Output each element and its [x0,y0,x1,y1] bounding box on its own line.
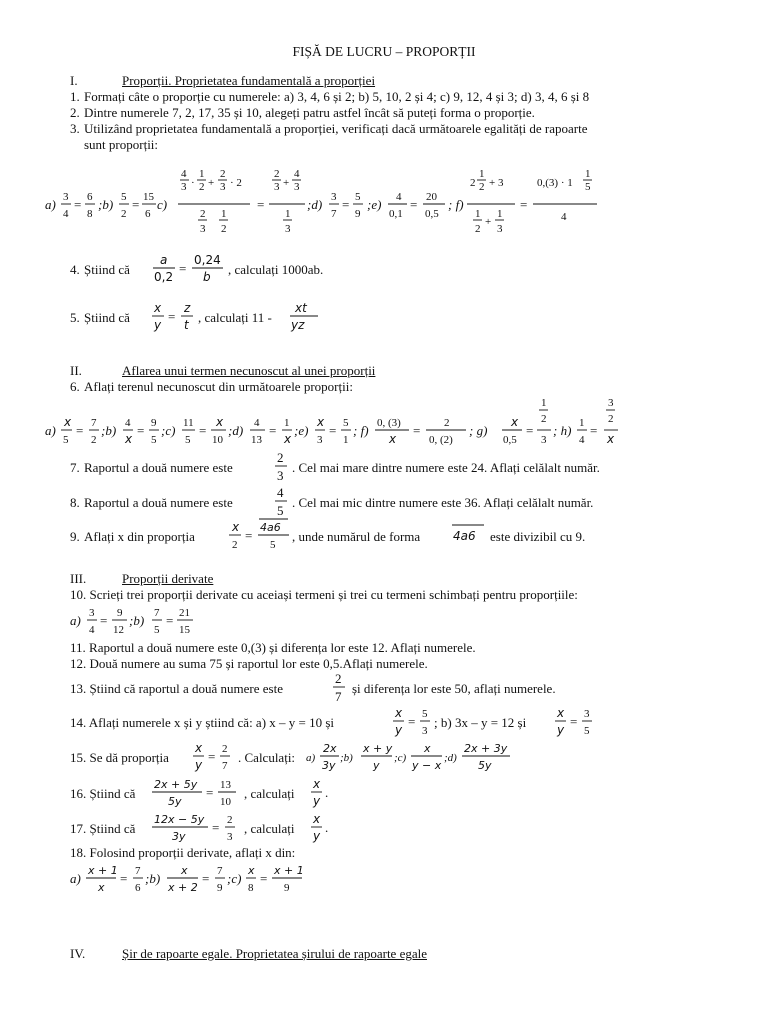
svg-text:2: 2 [232,539,238,551]
svg-text:5: 5 [343,417,349,429]
svg-text:10: 10 [212,434,223,446]
svg-text:3: 3 [63,191,69,203]
svg-text:x: x [98,881,105,894]
svg-text:x: x [216,415,224,429]
svg-text:3: 3 [89,607,95,619]
exercise-4-text: , calculați 1000ab. [228,262,324,277]
svg-text:+ 3: + 3 [489,177,504,189]
svg-text:=: = [245,528,253,543]
section-heading-3 [70,571,213,586]
svg-text:2x: 2x [323,742,337,755]
exercise-14a-formula [390,701,434,741]
svg-text:2: 2 [608,413,614,425]
svg-text:2: 2 [541,413,547,425]
svg-text:11: 11 [183,417,194,429]
svg-text:x: x [313,777,321,791]
svg-text:a): a) [45,423,56,438]
exercise-17: 17. Știind că [70,821,136,836]
svg-text:x: x [607,432,615,446]
section-title: Proporții derivate [122,571,214,586]
svg-text:15: 15 [179,624,190,636]
section-number: IV. [70,946,86,961]
exercise-15: 15. Se dă proporția [70,750,169,765]
svg-text:x: x [389,432,397,446]
svg-text:yz: yz [291,318,305,332]
svg-text:b: b [203,270,211,284]
exercise-12: 12. Două numere au suma 75 și raportul lor este 0,5.Aflați numerele. [70,656,428,671]
svg-text:4: 4 [63,208,69,220]
section-title: Șir de rapoarte egale. Proprietatea șirului de rapoarte egale [122,946,427,961]
svg-text:1: 1 [284,417,290,429]
svg-text:y: y [373,759,380,772]
svg-text:x: x [195,741,203,755]
svg-text:6: 6 [87,191,93,203]
svg-text:· 2: · 2 [230,177,242,189]
exercise-15-proportion [190,736,238,776]
svg-text:x: x [313,812,321,826]
exercise-17-formula [150,807,244,847]
exercise-9-formula [226,515,294,555]
exercise-7: 7. Raportul a două numere este [70,460,233,475]
svg-text:21: 21 [179,607,190,619]
svg-text:3: 3 [200,223,206,235]
svg-text:7: 7 [91,417,97,429]
svg-text:8: 8 [87,208,93,220]
svg-text:4a6: 4a6 [260,521,281,534]
svg-text:2: 2 [475,223,481,235]
svg-text:4: 4 [294,168,300,180]
svg-text:x: x [248,864,255,877]
exercise-13: 13. Știind că raportul a două numere este [70,681,283,696]
svg-text:3: 3 [277,468,284,483]
svg-text:4: 4 [561,211,567,223]
svg-text:;d): ;d) [228,423,244,438]
svg-text:; g): ; g) [469,423,488,438]
svg-text:y: y [557,723,565,737]
svg-text:=: = [269,423,277,438]
exercise-17-text: , calculați [244,821,295,836]
svg-text:3: 3 [274,181,280,193]
svg-text:; f): ; f) [448,197,464,212]
svg-text:5y: 5y [168,795,182,808]
exercise-7-text: . Cel mai mare dintre numere este 24. Aflați celălalt număr. [292,460,600,475]
svg-text:x + 2: x + 2 [168,881,198,894]
exercise-3-continued: sunt proporții: [84,137,159,152]
svg-text:x + 1: x + 1 [88,864,118,877]
svg-text:6: 6 [145,208,151,220]
svg-text:.: . [325,820,329,835]
exercise-8: 8. Raportul a două numere este [70,495,233,510]
exercise-16-formula [150,772,244,812]
svg-text:x: x [181,864,188,877]
svg-text:x + 1: x + 1 [274,864,304,877]
svg-text:1: 1 [579,417,585,429]
section-title: Aflarea unui termen necunoscut al unei proporții [122,363,376,378]
svg-text:=: = [526,423,534,438]
svg-text:=: = [260,871,268,886]
svg-text:c): c) [157,197,168,212]
exercise-14-text: ; b) 3x – y = 12 și [434,715,527,730]
svg-text:x + y: x + y [363,742,393,755]
exercise-8-text: . Cel mai mic dintre numere este 36. Aflați celălalt număr. [292,495,594,510]
exercise-14b-formula [552,701,600,741]
section-heading-2 [70,363,375,378]
svg-text:3: 3 [181,181,187,193]
svg-text:7: 7 [217,865,223,877]
svg-text:2: 2 [91,434,97,446]
svg-text:9: 9 [355,208,361,220]
svg-text:3: 3 [294,181,300,193]
section-heading-1 [70,73,375,88]
exercise-16: 16. Știind că [70,786,136,801]
exercise-18-formulas [70,858,320,898]
svg-text:3y: 3y [172,830,186,843]
svg-text:y: y [395,723,403,737]
page-title: FIȘĂ DE LUCRU – PROPORȚII [292,44,476,59]
svg-text:2x + 5y: 2x + 5y [154,778,198,791]
svg-text:1: 1 [585,168,591,180]
svg-text:x: x [511,415,519,429]
svg-text:4: 4 [277,485,284,500]
svg-text:12: 12 [113,624,124,636]
svg-text:=: = [74,197,82,212]
svg-text:20: 20 [426,191,437,203]
svg-text:=: = [570,714,578,729]
svg-text:=: = [408,714,416,729]
svg-text:x: x [424,742,431,755]
svg-text:=: = [590,423,598,438]
svg-text:x: x [395,706,403,720]
exercise-16-target [308,772,338,812]
svg-text:+: + [208,177,215,189]
svg-text:=: = [206,785,214,800]
svg-text:;b): ;b) [145,871,161,886]
svg-text:=: = [410,197,418,212]
exercise-9: 9. Aflați x din proporția [70,529,195,544]
svg-text:3: 3 [285,223,291,235]
svg-text:5: 5 [277,503,284,518]
section-number: II. [70,363,82,378]
svg-text:=: = [520,197,528,212]
exercise-13-fraction [330,667,350,707]
svg-text:=: = [413,423,421,438]
exercise-9-text: , unde numărul de forma [292,529,421,544]
svg-text:5: 5 [121,191,127,203]
exercise-11: 11. Raportul a două numere este 0,(3) și diferența lor este 12. Aflați numerele. [70,640,476,655]
svg-text:4: 4 [125,417,131,429]
exercise-5: 5. Știind că [70,310,130,325]
svg-text:4: 4 [89,624,95,636]
exercise-17-target [308,807,338,847]
section-heading-4 [70,946,427,961]
svg-text:5: 5 [270,539,276,551]
svg-text:=: = [202,871,210,886]
svg-text:2: 2 [444,417,450,429]
svg-text:4: 4 [181,168,187,180]
svg-text:4a6: 4a6 [453,529,476,543]
svg-text:y − x: y − x [412,759,442,772]
svg-text:9: 9 [284,882,290,894]
exercise-6: 6. Aflați terenul necunoscut din următoarele proporții: [70,379,353,394]
svg-text:0,(3) · 1: 0,(3) · 1 [537,177,573,189]
exercise-2: 2. Dintre numerele 7, 2, 17, 35 și 10, alegeți patru astfel încât să puteți forma o proporție. [70,105,535,120]
svg-text:x: x [557,706,565,720]
svg-text:2: 2 [227,814,233,826]
exercise-7-fraction [272,446,292,486]
exercise-5-text: , calculați 11 - [198,310,272,325]
svg-text:1: 1 [285,208,291,220]
exercise-4-formula [150,248,230,288]
svg-text:3: 3 [541,434,547,446]
svg-text:3: 3 [220,181,226,193]
svg-text:7: 7 [154,607,160,619]
svg-text:;c): ;c) [394,752,407,764]
svg-text:x: x [64,415,72,429]
svg-text:x: x [232,520,240,534]
svg-text:4: 4 [579,434,585,446]
section-number: I. [70,73,78,88]
svg-text:;b): ;b) [98,197,114,212]
svg-text:2: 2 [221,223,227,235]
exercise-15-text: . Calculați: [238,750,296,765]
svg-text:·: · [191,177,195,189]
svg-text:;b): ;b) [129,613,145,628]
svg-text:;c): ;c) [161,423,176,438]
svg-text:=: = [342,197,350,212]
svg-text:0, (3): 0, (3) [377,417,401,429]
svg-text:2: 2 [470,177,476,189]
svg-text:xt: xt [295,301,307,315]
svg-text:13: 13 [220,779,231,791]
svg-text:t: t [184,318,189,332]
svg-text:=: = [179,261,187,276]
svg-text:0,24: 0,24 [194,253,221,267]
svg-text:4: 4 [396,191,402,203]
svg-text:1: 1 [475,208,481,220]
svg-text:9: 9 [151,417,157,429]
svg-text:x: x [317,415,325,429]
exercise-3-formulas [45,160,725,245]
svg-text:=: = [212,820,220,835]
svg-text:=: = [132,197,140,212]
svg-text:2: 2 [220,168,226,180]
svg-text:=: = [257,197,265,212]
svg-text:13: 13 [251,434,262,446]
exercise-1: 1. Formați câte o proporție cu numerele: a) 3, 4, 6 și 2; b) 5, 10, 2 și 4; c) 9, 12, 4 și 3; d) 3, 4, 6 și 8 [70,89,590,104]
svg-text:5: 5 [355,191,361,203]
svg-text:5: 5 [185,434,191,446]
svg-text:2x + 3y: 2x + 3y [464,742,508,755]
svg-text:=: = [166,613,174,628]
svg-text:0,1: 0,1 [389,208,403,220]
svg-text:3: 3 [584,708,590,720]
svg-text:x: x [154,301,162,315]
svg-text:;d): ;d) [307,197,323,212]
svg-text:a): a) [70,613,81,628]
svg-text:;d): ;d) [444,752,457,764]
section-number: III. [70,571,87,586]
exercise-10-formulas [70,600,220,640]
exercise-16-text: , calculați [244,786,295,801]
svg-text:0, (2): 0, (2) [429,434,453,446]
svg-text:+: + [485,216,492,228]
svg-text:5: 5 [584,725,590,737]
svg-text:3: 3 [497,223,503,235]
svg-text:;e): ;e) [367,197,382,212]
svg-text:0,5: 0,5 [503,434,517,446]
svg-text:3: 3 [608,397,614,409]
svg-text:2: 2 [222,743,228,755]
svg-text:y: y [313,829,321,843]
svg-text:=: = [100,613,108,628]
svg-text:2: 2 [277,450,284,465]
svg-text:2: 2 [335,671,342,686]
svg-text:+: + [283,177,290,189]
svg-text:=: = [120,871,128,886]
exercise-9-text-end: este divizibil cu 9. [490,529,586,544]
svg-text:7: 7 [135,865,141,877]
section-title: Proporții. Proprietatea fundamentală a proporției [122,73,376,88]
svg-text:12x − 5y: 12x − 5y [154,813,205,826]
exercise-5-formula [150,296,198,336]
svg-text:3: 3 [331,191,337,203]
svg-text:;b): ;b) [101,423,117,438]
exercise-3: 3. Utilizând proprietatea fundamentală a proporției, verificați dacă următoarele egalități de rapoarte [70,121,588,136]
svg-text:a): a) [70,871,81,886]
svg-text:0,5: 0,5 [425,208,439,220]
svg-text:2: 2 [274,168,280,180]
svg-text:1: 1 [221,208,227,220]
svg-text:4: 4 [254,417,260,429]
svg-text:.: . [325,785,329,800]
svg-text:1: 1 [479,168,485,180]
exercise-18: 18. Folosind proporții derivate, aflați x din: [70,845,296,860]
svg-text:15: 15 [143,191,154,203]
svg-text:9: 9 [217,882,223,894]
svg-text:9: 9 [117,607,123,619]
svg-text:y: y [195,758,203,772]
svg-text:;b): ;b) [340,752,353,764]
svg-text:x: x [284,432,292,446]
svg-text:5: 5 [154,624,160,636]
svg-text:3: 3 [317,434,323,446]
svg-text:6: 6 [135,882,141,894]
svg-text:1: 1 [541,397,547,409]
svg-text:y: y [313,794,321,808]
svg-text:8: 8 [248,882,254,894]
exercise-5-expression [288,296,322,336]
exercise-6-formulas [45,396,725,451]
exercise-15-expressions [306,736,546,776]
svg-text:; h): ; h) [553,423,572,438]
svg-text:3: 3 [422,725,428,737]
svg-text:1: 1 [199,168,205,180]
svg-text:5y: 5y [478,759,492,772]
svg-text:y: y [154,318,162,332]
svg-text:x: x [125,432,133,446]
svg-text:=: = [137,423,145,438]
svg-text:3y: 3y [322,759,336,772]
exercise-14: 14. Aflați numerele x și y știind că: a) x – y = 10 și [70,715,335,730]
svg-text:; f): ; f) [353,423,369,438]
svg-text:2: 2 [121,208,127,220]
svg-text:0,2: 0,2 [154,270,174,284]
svg-text:5: 5 [422,708,428,720]
svg-text:a): a) [45,197,56,212]
exercise-13-text: și diferența lor este 50, aflați numerele. [352,681,556,696]
svg-text:=: = [208,749,216,764]
exercise-4: 4. Știind că [70,262,130,277]
svg-text:a): a) [306,752,316,764]
exercise-10: 10. Scrieți trei proporții derivate cu aceiași termeni și trei cu termeni schimbați pentru proporțiile: [70,587,578,602]
svg-text:z: z [184,301,191,315]
svg-text:;c): ;c) [227,871,242,886]
svg-text:1: 1 [497,208,503,220]
svg-text:5: 5 [151,434,157,446]
svg-text:a: a [160,253,168,267]
svg-text:=: = [199,423,207,438]
svg-text:5: 5 [585,181,591,193]
svg-text:=: = [168,309,176,324]
svg-text:7: 7 [331,208,337,220]
number-4a6-overline [450,521,488,545]
svg-text:7: 7 [335,689,342,704]
svg-text:5: 5 [63,434,69,446]
svg-text:2: 2 [200,208,206,220]
svg-text:10: 10 [220,796,231,808]
svg-text:;e): ;e) [294,423,309,438]
svg-text:3: 3 [227,831,233,843]
svg-text:7: 7 [222,760,228,772]
svg-text:2: 2 [199,181,205,193]
svg-text:2: 2 [479,181,485,193]
svg-text:=: = [76,423,84,438]
svg-text:1: 1 [343,434,349,446]
svg-text:=: = [329,423,337,438]
